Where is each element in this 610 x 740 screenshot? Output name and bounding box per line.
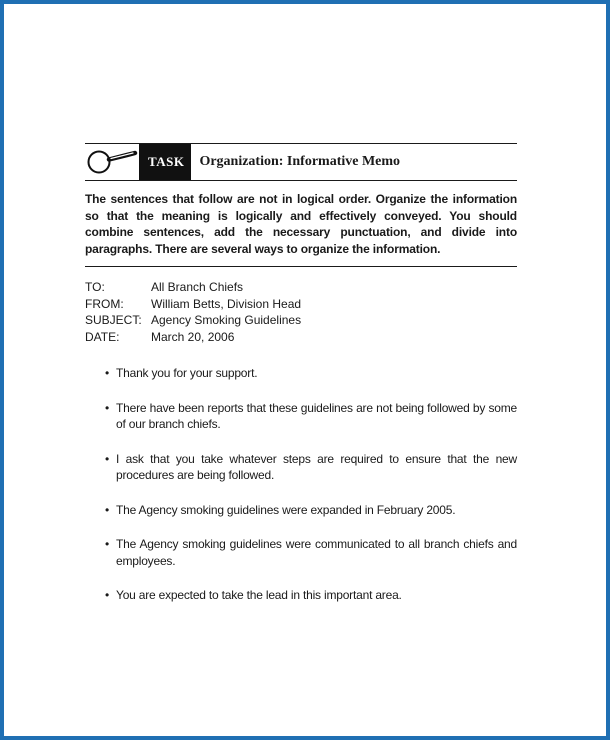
memo-value: William Betts, Division Head xyxy=(151,296,302,311)
memo-value: All Branch Chiefs xyxy=(151,280,244,294)
list-item xyxy=(85,451,517,484)
task-badge: TASK xyxy=(139,144,191,180)
memo-field-to xyxy=(85,279,517,296)
bullet-icon: • xyxy=(105,502,110,517)
bullet-icon: • xyxy=(105,451,110,466)
memo-header xyxy=(85,279,517,345)
list-item xyxy=(85,365,517,382)
list-item xyxy=(85,400,517,433)
sentence-text: There have been reports that these guidelines are not being followed by some of our branch chiefs. xyxy=(116,400,517,431)
task-content xyxy=(85,143,517,622)
task-header xyxy=(85,143,517,181)
list-item xyxy=(85,502,517,519)
memo-value: March 20, 2006 xyxy=(151,329,235,344)
task-instructions: The sentences that follow are not in logical order. Organize the information so that the meaning is logically and effectively conveyed. You should combine sentences, add the necessary punctuation, and divide into paragraphs. There are several ways to organize the information. xyxy=(85,191,517,267)
sentence-text: The Agency smoking guidelines were communicated to all branch chiefs and employees. xyxy=(116,537,517,568)
memo-label: TO: xyxy=(85,280,105,294)
sentence-text: You are expected to take the lead in this important area. xyxy=(116,588,402,602)
list-item xyxy=(85,536,517,569)
memo-label: SUBJECT: xyxy=(85,313,142,327)
bullet-icon: • xyxy=(105,588,110,602)
bullet-icon: • xyxy=(105,537,110,551)
memo-label: FROM: xyxy=(85,296,124,311)
memo-value: Agency Smoking Guidelines xyxy=(151,313,302,327)
bullet-icon: • xyxy=(105,400,110,415)
list-item xyxy=(85,587,517,604)
sentence-text: I ask that you take whatever steps are required to ensure that the new procedures are being followed. xyxy=(116,451,517,482)
memo-field-date xyxy=(85,329,517,346)
bullet-icon: • xyxy=(105,366,110,380)
sentence-text: The Agency smoking guidelines were expanded in February 2005. xyxy=(116,502,456,517)
memo-label: DATE: xyxy=(85,329,120,344)
sentence-list xyxy=(85,365,517,604)
task-title: Organization: Informative Memo xyxy=(199,154,401,169)
sentence-text: Thank you for your support. xyxy=(116,366,258,380)
memo-field-subject xyxy=(85,312,517,329)
memo-field-from xyxy=(85,296,517,313)
magnifying-glass-icon xyxy=(85,144,139,180)
